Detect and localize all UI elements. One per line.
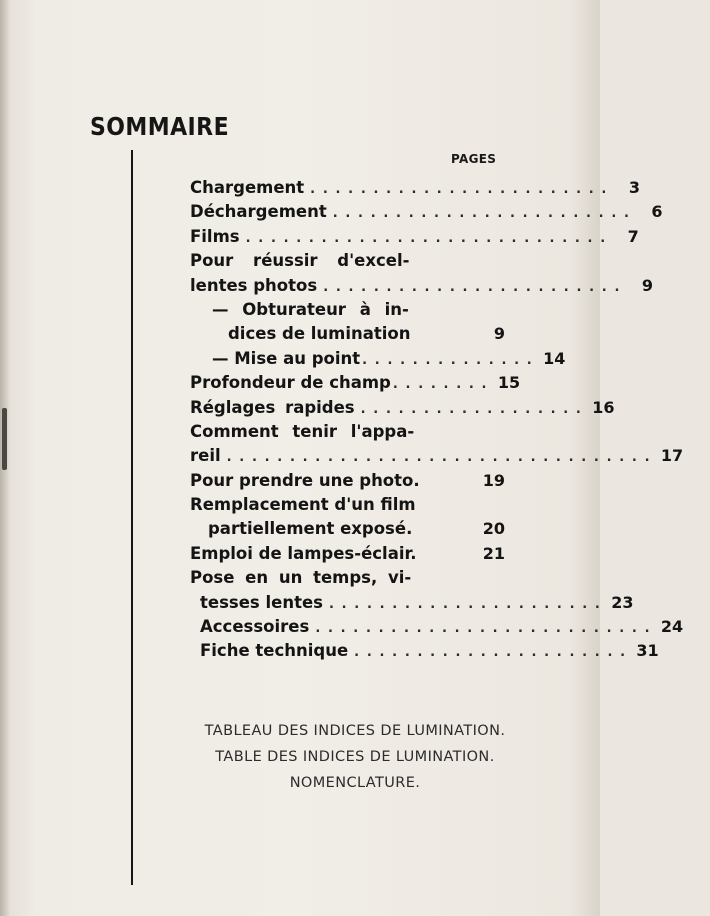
toc-entry-pour-reussir	[190, 249, 505, 273]
dot-leader: . . . . . . . .	[392, 377, 489, 393]
toc-entry-obturateur	[190, 298, 505, 322]
toc-entry-label: Films	[190, 226, 240, 246]
toc-entry-label: reil	[190, 446, 221, 466]
toc-entry-chargement	[190, 176, 640, 200]
toc-entry-page: 21	[482, 543, 505, 563]
dot-leader: . . . . . . . . . . . . . . . . . . . . . . . . . . . . .	[245, 230, 607, 246]
toc-entry-label: Comment tenir l'appa-	[190, 421, 415, 441]
toc-entry-label: Emploi de lampes-éclair.	[190, 543, 417, 563]
toc-entry-page: 9	[493, 324, 505, 344]
toc-entry-label: — Mise au point	[212, 348, 361, 368]
toc-entry-label: partiellement exposé.	[208, 519, 413, 539]
toc-entry-fiche-technique	[190, 639, 659, 663]
toc-entry-page: 6	[651, 202, 663, 222]
binding-tab-mark	[2, 408, 7, 470]
footer-notes	[0, 718, 710, 796]
toc-entry-label: Remplacement d'un film	[190, 495, 416, 515]
dot-leader: . . . . . . . . . . . . . . . . . . . . . . . . . . .	[315, 621, 652, 637]
table-of-contents	[190, 176, 684, 664]
toc-entry-dechargement	[190, 200, 663, 224]
toc-entry-page: 24	[660, 617, 684, 637]
pages-column-header: PAGES	[451, 152, 497, 166]
toc-entry-page: 17	[660, 446, 684, 466]
toc-entry-profondeur	[190, 371, 521, 395]
toc-entry-page: 23	[611, 592, 634, 612]
toc-entry-label: Pour réussir d'excel-	[190, 251, 410, 271]
toc-entry-remplacement	[190, 493, 505, 517]
toc-entry-page: 7	[627, 226, 639, 246]
toc-entry-label: Déchargement	[190, 202, 327, 222]
toc-entry-comment-tenir	[190, 420, 505, 444]
page-title: SOMMAIRE	[90, 112, 230, 141]
footer-line: TABLEAU DES INDICES DE LUMINATION.	[204, 723, 506, 739]
toc-entry-dices-de-lumination	[190, 322, 505, 346]
toc-entry-label: Accessoires	[200, 617, 310, 637]
toc-entry-label: dices de lumination	[228, 324, 411, 344]
toc-entry-label: lentes photos	[190, 275, 318, 295]
toc-entry-label: Profondeur de champ	[190, 373, 391, 393]
toc-entry-pose	[190, 566, 505, 590]
toc-entry-partiellement	[190, 517, 505, 541]
dot-leader: . . . . . . . . . . . . . .	[362, 352, 534, 368]
footer-line: TABLE DES INDICES DE LUMINATION.	[215, 749, 495, 765]
dot-leader: . . . . . . . . . . . . . . . . . . . . . .	[354, 645, 627, 661]
toc-entry-label: Réglages rapides	[190, 397, 355, 417]
toc-entry-label: Pose en un temps, vi-	[190, 568, 412, 588]
toc-entry-page: 15	[497, 373, 521, 393]
footer-line: NOMENCLATURE.	[289, 775, 421, 791]
toc-entry-label: tesses lentes	[200, 592, 323, 612]
toc-entry-emploi	[190, 542, 505, 566]
toc-entry-page: 20	[482, 519, 505, 539]
toc-entry-page: 3	[628, 178, 640, 197]
dot-leader: . . . . . . . . . . . . . . . . . . . . . . . . . . . . . . . . . .	[226, 450, 652, 466]
toc-entry-mise-au-point	[190, 347, 566, 371]
toc-entry-label: Fiche technique	[200, 641, 349, 661]
toc-entry-page: 16	[592, 397, 615, 417]
toc-entry-tesses-lentes	[190, 591, 634, 615]
dot-leader: . . . . . . . . . . . . . . . . . . . . . . . .	[323, 279, 622, 295]
toc-entry-reglages	[190, 396, 615, 420]
toc-entry-lentes-photos	[190, 274, 654, 298]
toc-entry-page: 14	[543, 348, 566, 368]
toc-entry-label: Chargement	[190, 178, 305, 197]
dot-leader: . . . . . . . . . . . . . . . . . . . . . . . .	[310, 182, 608, 197]
toc-entry-page: 31	[636, 641, 659, 661]
dot-leader: . . . . . . . . . . . . . . . . . . . . . .	[328, 596, 602, 612]
toc-entry-label: Pour prendre une photo.	[190, 470, 420, 490]
toc-entry-page: 9	[641, 275, 654, 295]
toc-entry-films	[190, 225, 639, 249]
toc-entry-label: — Obturateur à in-	[212, 299, 409, 319]
toc-entry-accessoires	[190, 615, 684, 639]
dot-leader: . . . . . . . . . . . . . . . . . .	[360, 401, 583, 417]
dot-leader: . . . . . . . . . . . . . . . . . . . . . . . .	[332, 206, 631, 222]
toc-entry-reil	[190, 444, 684, 468]
toc-entry-pour-prendre	[190, 469, 505, 493]
toc-entry-page: 19	[482, 470, 505, 490]
